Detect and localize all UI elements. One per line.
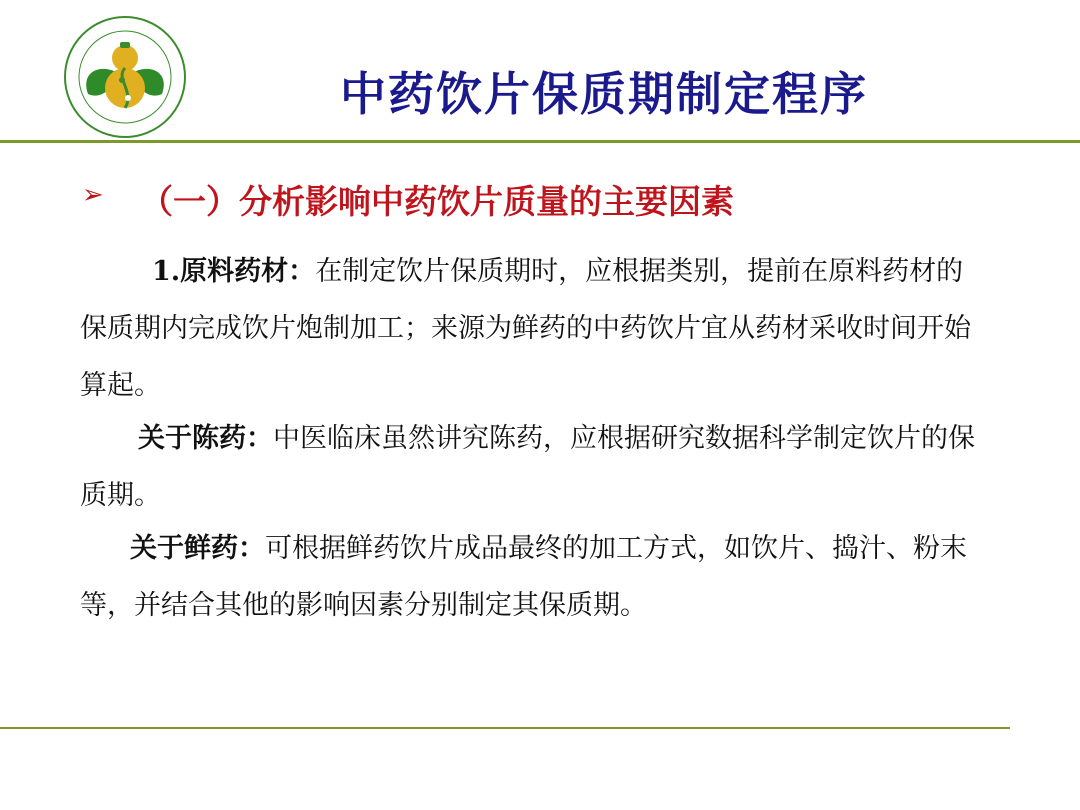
- paragraph-label: 关于鲜药：: [130, 533, 265, 564]
- paragraph-aged-medicine: [80, 410, 985, 524]
- page-title: 中药饮片保质期制定程序: [340, 67, 868, 121]
- paragraph-text: 可根据鲜药饮片成品最终的加工方式，如饮片、捣汁、粉末等，并结合其他的影响因素分别制定其保质期。: [80, 533, 967, 621]
- paragraph-text: 在制定饮片保质期时，应根据类别，提前在原料药材的保质期内完成饮片炮制加工；来源为鲜药的中药饮片宜从药材采收时间开始算起。: [80, 256, 971, 401]
- footer-divider: [0, 727, 1010, 729]
- bullet-arrow-icon: ➢: [82, 180, 104, 210]
- paragraph-label: 关于陈药：: [138, 423, 273, 454]
- paragraph-fresh-medicine: [80, 520, 985, 634]
- paragraph-text: 中医临床虽然讲究陈药，应根据研究数据科学制定饮片的保质期。: [80, 423, 975, 511]
- institute-logo: [60, 12, 190, 142]
- section-heading: （一）分析影响中药饮片质量的主要因素: [140, 182, 734, 221]
- paragraph-label: 1.原料药材：: [152, 256, 316, 287]
- header-divider: [0, 140, 1080, 143]
- paragraph-raw-materials: [80, 243, 985, 414]
